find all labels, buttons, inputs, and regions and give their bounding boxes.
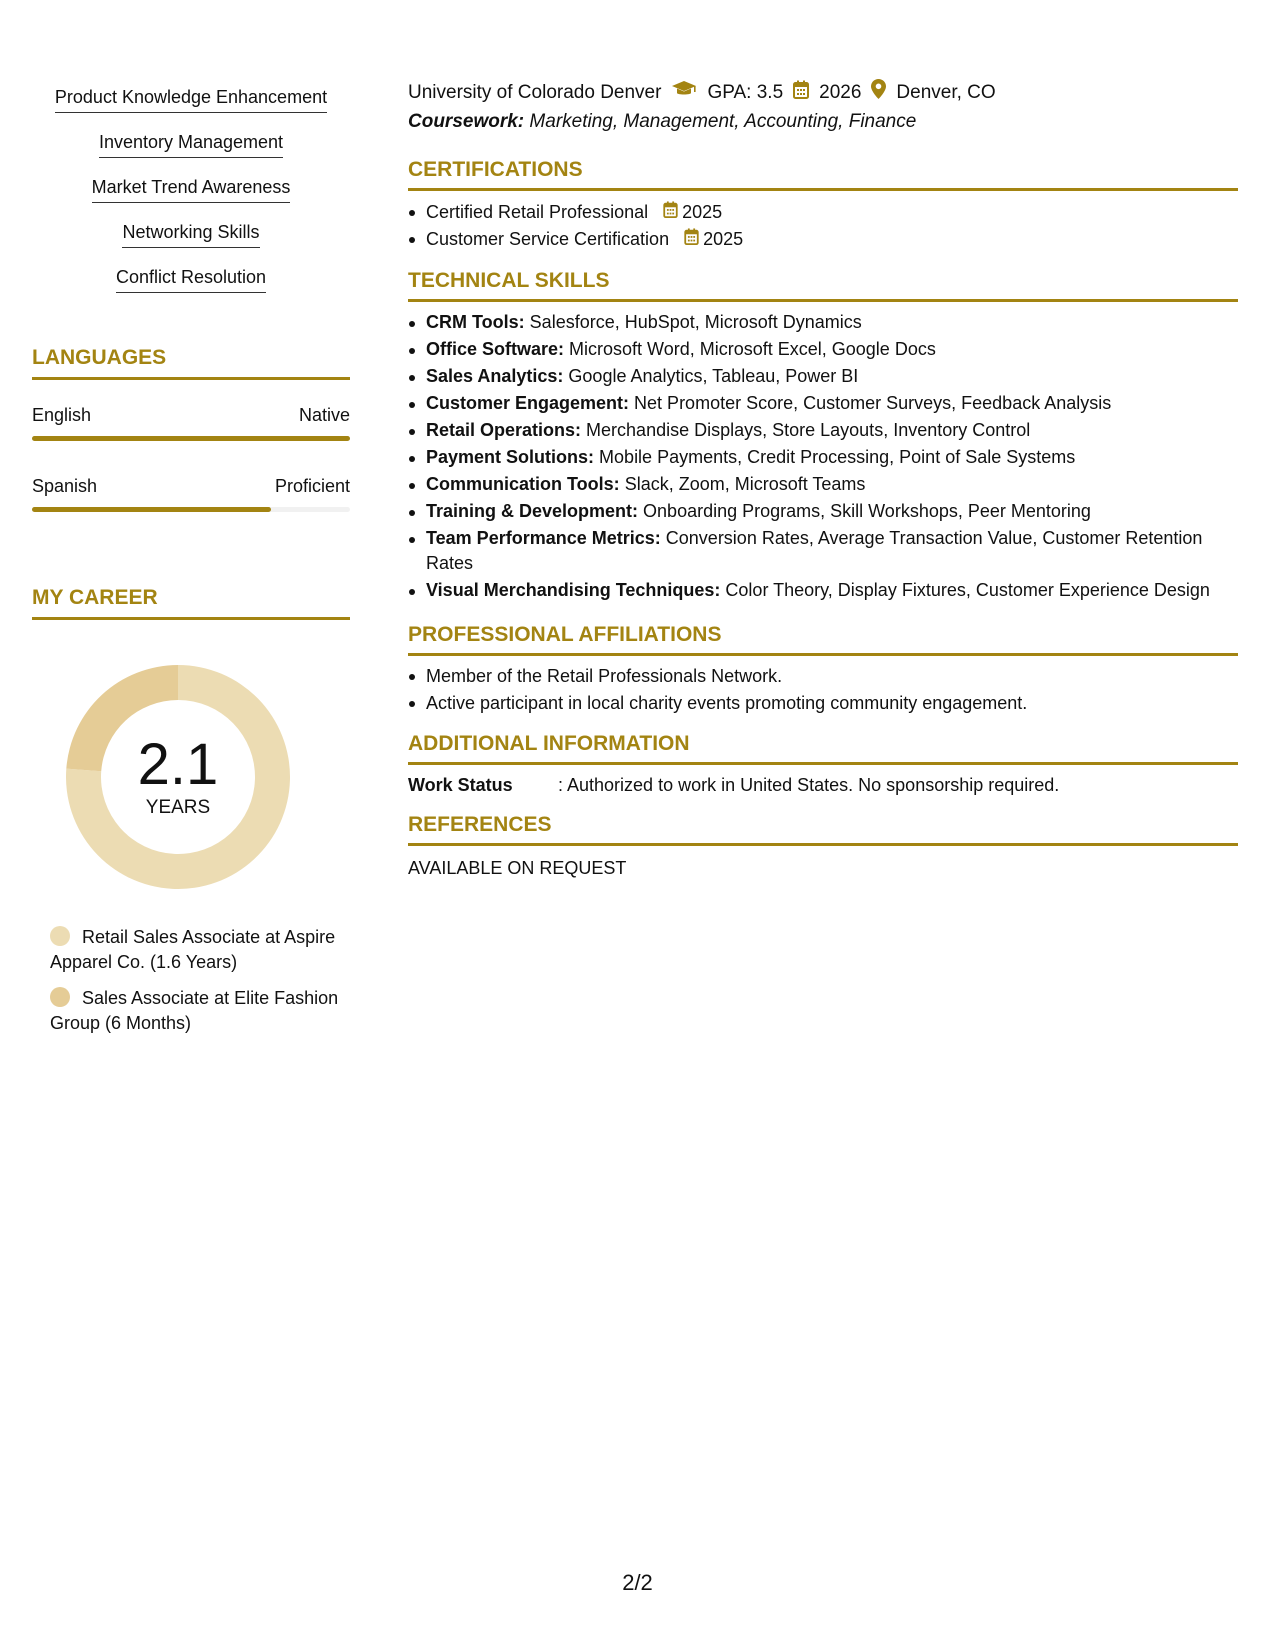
skill-label: Networking Skills <box>122 221 259 248</box>
skill-category: Customer Engagement: <box>426 393 630 413</box>
calendar-icon <box>793 80 809 106</box>
languages-section <box>32 345 350 512</box>
skill-item <box>32 266 350 311</box>
legend-dot-icon <box>50 926 70 946</box>
coursework-list: Marketing, Management, Accounting, Finance <box>529 111 917 132</box>
section-divider <box>408 653 1238 656</box>
language-bar-track <box>32 436 350 441</box>
skill-values: Microsoft Word, Microsoft Excel, Google Docs <box>569 339 936 359</box>
language-bar-fill <box>32 436 350 441</box>
skill-category: Team Performance Metrics: <box>426 528 661 548</box>
skill-label: Market Trend Awareness <box>92 176 291 203</box>
page-number: 2/2 <box>622 1570 653 1595</box>
certifications-title: CERTIFICATIONS <box>408 158 583 181</box>
gpa: GPA: 3.5 <box>707 81 784 103</box>
skill-row <box>408 364 1238 389</box>
language-name: Spanish <box>32 476 98 496</box>
skill-row <box>408 445 1238 470</box>
technical-skills-title: TECHNICAL SKILLS <box>408 269 610 292</box>
skill-category: Visual Merchandising Techniques: <box>426 580 721 600</box>
language-bar-fill <box>32 507 271 512</box>
skill-row <box>408 526 1238 576</box>
skill-values: Color Theory, Display Fixtures, Customer Experience Design <box>725 580 1210 600</box>
skill-item <box>32 221 350 266</box>
language-level: Native <box>298 405 350 425</box>
language-name: English <box>32 405 92 425</box>
skill-values: Conversion Rates, Average Transaction Value, Customer Retention Rates <box>426 528 1203 573</box>
skill-row <box>408 578 1238 603</box>
section-divider <box>32 617 350 620</box>
legend-label: Retail Sales Associate at Aspire Apparel Co. (1.6 Years) <box>50 927 336 972</box>
legend-label: Sales Associate at Elite Fashion Group (6 Months) <box>50 988 339 1033</box>
affiliations-list <box>408 663 1238 717</box>
technical-skills-section <box>408 268 1238 605</box>
coursework-label: Coursework: <box>408 111 525 132</box>
skill-category: Training & Development: <box>426 501 639 521</box>
skill-label: Conflict Resolution <box>116 266 266 293</box>
graduation-year: 2026 <box>819 81 862 103</box>
certification-name: Certified Retail Professional <box>426 202 649 222</box>
skill-category: CRM Tools: <box>426 312 525 332</box>
donut-center <box>66 665 290 889</box>
certifications-list <box>408 199 1238 253</box>
additional-info-section <box>408 731 1238 797</box>
skill-values: Net Promoter Score, Customer Surveys, Feedback Analysis <box>634 393 1112 413</box>
skill-values: Google Analytics, Tableau, Power BI <box>568 366 859 386</box>
skill-values: Onboarding Programs, Skill Workshops, Peer Mentoring <box>643 501 1091 521</box>
calendar-icon <box>684 226 703 253</box>
skill-row <box>408 499 1238 524</box>
skill-row <box>408 337 1238 362</box>
section-divider <box>408 843 1238 846</box>
career-title: MY CAREER <box>32 586 158 609</box>
skill-row <box>408 418 1238 443</box>
certification-date: 2025 <box>682 202 723 222</box>
skill-label: Inventory Management <box>99 131 283 158</box>
skill-item <box>32 86 350 131</box>
skill-category: Sales Analytics: <box>426 366 564 386</box>
languages-title: LANGUAGES <box>32 346 167 369</box>
career-donut-chart <box>66 665 290 889</box>
skill-category: Communication Tools: <box>426 474 620 494</box>
skill-row <box>408 472 1238 497</box>
certification-date: 2025 <box>703 229 744 249</box>
skill-row <box>408 310 1238 335</box>
section-divider <box>408 188 1238 191</box>
certifications-section <box>408 157 1238 253</box>
language-level: Proficient <box>274 476 350 496</box>
references-section <box>408 812 1238 880</box>
section-divider <box>408 299 1238 302</box>
certification-item <box>408 199 1238 226</box>
skill-item <box>32 176 350 221</box>
certification-name: Customer Service Certification <box>426 229 670 249</box>
skill-values: Slack, Zoom, Microsoft Teams <box>624 474 866 494</box>
skill-label: Product Knowledge Enhancement <box>55 86 327 113</box>
career-section <box>32 585 350 620</box>
affiliations-title: PROFESSIONAL AFFILIATIONS <box>408 623 722 646</box>
work-status-label: Work Status <box>408 775 513 795</box>
skill-values: Mobile Payments, Credit Processing, Point of Sale Systems <box>599 447 1076 467</box>
section-divider <box>32 377 350 380</box>
references-title: REFERENCES <box>408 813 552 836</box>
additional-info-title: ADDITIONAL INFORMATION <box>408 732 690 755</box>
skills-list <box>32 86 350 311</box>
career-total-value: 2.1 <box>137 732 219 797</box>
skill-row <box>408 391 1238 416</box>
skill-values: Salesforce, HubSpot, Microsoft Dynamics <box>529 312 862 332</box>
career-total-unit: YEARS <box>145 797 211 818</box>
affiliation-item: Active participant in local charity events promoting community engagement. <box>408 690 1238 717</box>
section-divider <box>408 762 1238 765</box>
coursework <box>408 110 916 134</box>
skill-category: Retail Operations: <box>426 420 582 440</box>
map-pin-icon <box>871 79 886 106</box>
skill-values: Merchandise Displays, Store Layouts, Inventory Control <box>586 420 1031 440</box>
legend-item <box>50 925 350 975</box>
career-legend <box>50 925 350 1047</box>
affiliations-section <box>408 622 1238 717</box>
education-line <box>408 79 996 106</box>
legend-item <box>50 986 350 1036</box>
skill-category: Payment Solutions: <box>426 447 595 467</box>
skill-category: Office Software: <box>426 339 565 359</box>
language-item <box>32 475 350 512</box>
school-location: Denver, CO <box>896 81 996 103</box>
language-bar-track <box>32 507 350 512</box>
skill-item <box>32 131 350 176</box>
work-status-row <box>408 773 1238 797</box>
affiliation-item: Member of the Retail Professionals Network. <box>408 663 1238 690</box>
calendar-icon <box>663 199 682 226</box>
graduation-cap-icon <box>671 80 697 105</box>
school-name: University of Colorado Denver <box>408 81 662 103</box>
technical-skills-list <box>408 310 1238 603</box>
language-item <box>32 404 350 441</box>
work-status-value: : Authorized to work in United States. No sponsorship required. <box>558 775 1060 795</box>
references-text: AVAILABLE ON REQUEST <box>408 858 627 878</box>
legend-dot-icon <box>50 987 70 1007</box>
certification-item <box>408 226 1238 253</box>
